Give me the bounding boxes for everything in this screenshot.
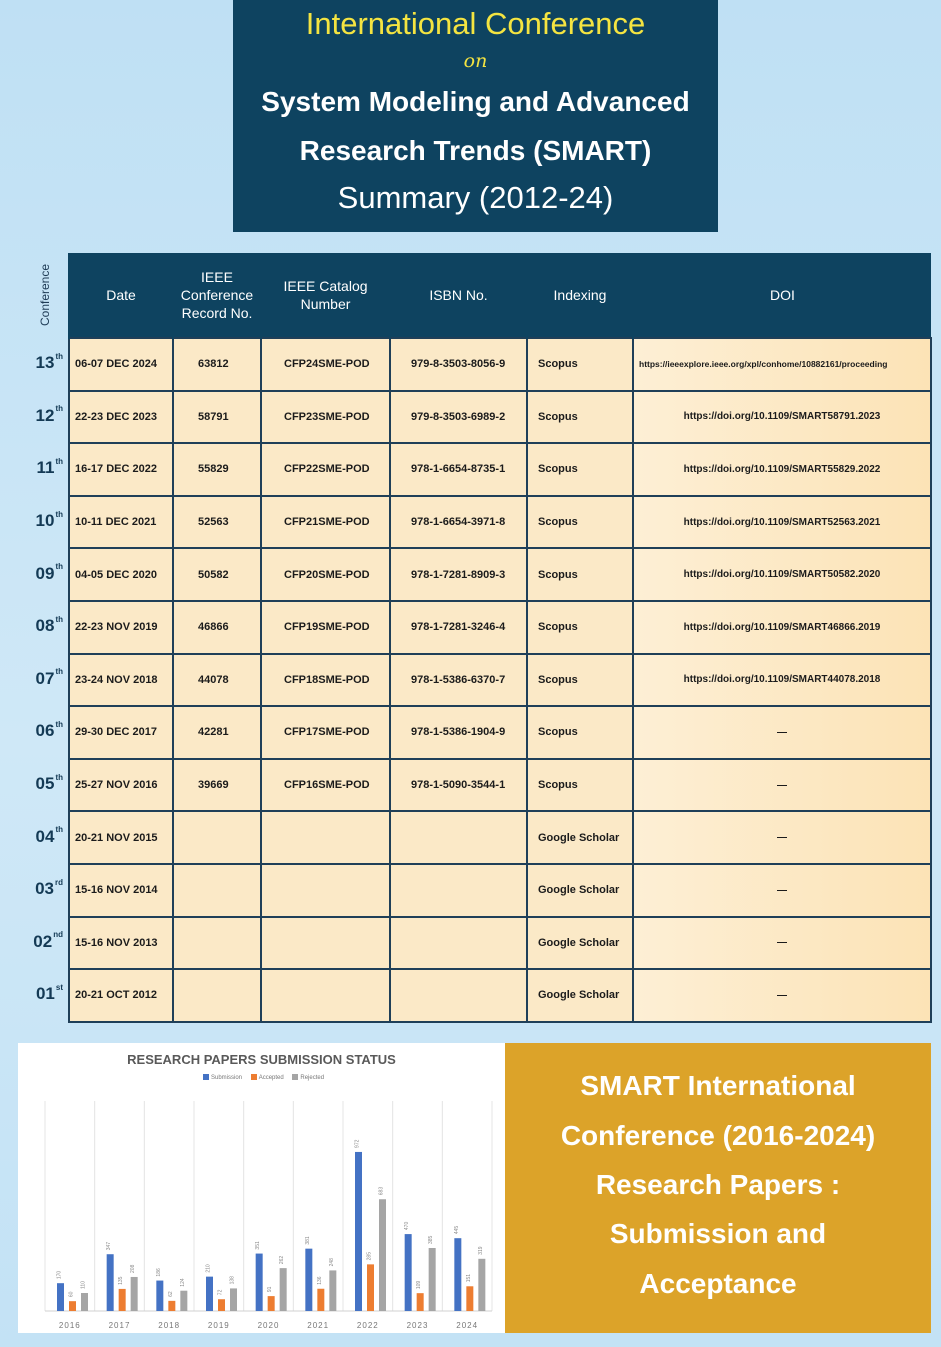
data-label: 208 [130,1264,137,1273]
conference-number: 10 $^{th}$ [35,509,63,531]
summary-table [68,253,932,1023]
cell-doi: — [633,811,931,864]
cell-date: 20-21 OCT 2012 [69,969,173,1022]
table-row [69,759,931,812]
cell-isbn [390,811,527,864]
table-row [69,864,931,917]
cell-date: 23-24 NOV 2018 [69,654,173,707]
bar-rejected-2024 [478,1259,485,1311]
cell-indexing: Scopus [527,548,633,601]
cell-record-no [173,969,261,1022]
header-catalog-number: IEEE Catalog Number [261,253,390,338]
cell-record-no: 39669 [173,759,261,812]
title-line-4: Research Trends (SMART) [299,135,652,166]
cell-catalog-number: CFP18SME-POD [261,654,390,707]
cell-record-no: 52563 [173,496,261,549]
data-label: 186 [155,1268,162,1277]
data-label: 262 [279,1255,286,1265]
cell-doi: — [633,864,931,917]
data-label: 62 [167,1291,174,1297]
table-row [69,443,931,496]
data-label: 72 [217,1289,224,1296]
title-line-3: System Modeling and Advanced [261,86,690,117]
x-tick-label: 2016 [58,1321,81,1330]
cell-record-no: 50582 [173,548,261,601]
bar-accepted-2017 [119,1289,126,1311]
x-tick-label: 2020 [257,1321,280,1330]
data-label: 385 [428,1235,435,1244]
bar-accepted-2024 [466,1286,473,1311]
cell-isbn: 978-1-6654-3971-8 [390,496,527,549]
legend-accepted: Accepted [251,1075,284,1081]
cell-catalog-number: CFP16SME-POD [261,759,390,812]
cell-date: 06-07 DEC 2024 [69,338,173,391]
cell-date: 16-17 DEC 2022 [69,443,173,496]
cell-isbn: 978-1-5386-1904-9 [390,706,527,759]
cell-date: 04-05 DEC 2020 [69,548,173,601]
info-line-5: Acceptance [639,1268,797,1299]
title-summary: Summary (2012-24) [337,180,614,215]
cell-indexing: Scopus [527,496,633,549]
data-label: 248 [328,1258,335,1267]
cell-isbn [390,969,527,1022]
chart-title: RESEARCH PAPERS SUBMISSION STATUS [127,1052,396,1067]
cell-catalog-number: CFP24SME-POD [261,338,390,391]
info-line-4: Submission and [609,1218,827,1249]
legend-submission: Submission [203,1075,242,1081]
bar-accepted-2018 [168,1301,175,1311]
table-row [69,811,931,864]
conference-number: 12 $^{th}$ [35,404,63,425]
bar-submission-2017 [107,1254,114,1311]
cell-doi: — [633,759,931,812]
data-label: 170 [56,1270,63,1280]
info-line-2: Conference (2016-2024) [560,1120,876,1151]
conference-number: 09 $^{th}$ [35,562,63,583]
cell-indexing: Google Scholar [527,864,633,917]
cell-record-no: 58791 [173,391,261,444]
table-row [69,917,931,970]
submission-chart [18,1043,505,1333]
cell-indexing: Scopus [527,601,633,654]
data-label: 319 [477,1246,484,1255]
title-line-1: International Conference [305,6,646,41]
cell-indexing: Scopus [527,654,633,707]
cell-indexing: Google Scholar [527,917,633,970]
header-doi: DOI [633,253,931,338]
cell-isbn: 978-1-6654-8735-1 [390,443,527,496]
cell-indexing: Scopus [527,443,633,496]
bar-accepted-2023 [417,1293,424,1311]
data-label: 91 [267,1286,274,1293]
conference-number: 13 $^{th}$ [35,351,63,373]
table-row [69,654,931,707]
x-tick-label: 2024 [456,1321,479,1330]
data-label: 347 [106,1241,113,1251]
bar-rejected-2020 [280,1268,287,1311]
data-label: 135 [118,1276,125,1285]
cell-catalog-number: CFP19SME-POD [261,601,390,654]
conference-number: 06 $^{th}$ [35,719,63,741]
cell-record-no [173,917,261,970]
cell-record-no: 44078 [173,654,261,707]
info-line-1: SMART International [580,1070,856,1101]
bar-submission-2018 [156,1281,163,1311]
cell-doi[interactable]: https://doi.org/10.1109/SMART46866.2019 [633,601,931,654]
cell-isbn: 979-8-3503-8056-9 [390,338,527,391]
cell-catalog-number: CFP20SME-POD [261,548,390,601]
cell-indexing: Scopus [527,759,633,812]
x-tick-label: 2023 [406,1321,429,1330]
cell-catalog-number: CFP21SME-POD [261,496,390,549]
cell-doi[interactable]: https://doi.org/10.1109/SMART55829.2022 [633,443,931,496]
cell-date: 15-16 NOV 2014 [69,864,173,917]
table-row [69,496,931,549]
cell-isbn [390,864,527,917]
cell-record-no [173,864,261,917]
chart-plot-area [18,1043,505,1333]
header-record-no: IEEE Conference Record No. [173,253,261,338]
conference-number: 04 $^{th}$ [35,825,63,846]
header-indexing: Indexing [527,253,633,338]
cell-isbn: 978-1-7281-8909-3 [390,548,527,601]
data-label: 351 [255,1241,262,1250]
bar-submission-2020 [256,1254,263,1311]
bar-accepted-2021 [317,1289,324,1311]
cell-doi[interactable]: https://ieeexplore.ieee.org/xpl/conhome/10882161/proceeding [633,338,931,391]
info-line-3: Research Papers : [595,1169,841,1200]
data-label: 381 [304,1236,311,1245]
bar-rejected-2018 [180,1291,187,1311]
bar-accepted-2020 [268,1296,275,1311]
table-row [69,391,931,444]
data-label: 124 [179,1278,186,1287]
cell-record-no [173,811,261,864]
cell-record-no: 63812 [173,338,261,391]
conference-number: 08 $^{th}$ [35,614,63,636]
cell-doi: — [633,969,931,1022]
data-label: 136 [316,1276,323,1285]
data-label: 285 [366,1252,373,1261]
bar-rejected-2017 [131,1277,138,1311]
legend-rejected: Rejected [292,1075,324,1081]
data-label: 151 [465,1273,472,1283]
cell-catalog-number [261,917,390,970]
bar-accepted-2022 [367,1264,374,1311]
cell-date: 15-16 NOV 2013 [69,917,173,970]
bar-rejected-2016 [81,1293,88,1311]
cell-indexing: Scopus [527,338,633,391]
conference-number: 11 $^{th}$ [36,456,63,478]
cell-isbn: 979-8-3503-6989-2 [390,391,527,444]
bar-submission-2016 [57,1283,64,1311]
cell-date: 10-11 DEC 2021 [69,496,173,549]
cell-catalog-number: CFP17SME-POD [261,706,390,759]
x-tick-label: 2019 [207,1321,230,1330]
bar-rejected-2023 [429,1248,436,1311]
cell-doi: — [633,706,931,759]
conference-number: 03 $^{rd}$ [35,877,63,899]
data-label: 109 [416,1280,423,1290]
table-row [69,706,931,759]
cell-indexing: Google Scholar [527,969,633,1022]
cell-doi[interactable]: https://doi.org/10.1109/SMART50582.2020 [633,548,931,601]
data-label: 110 [80,1281,87,1289]
x-tick-label: 2022 [356,1321,379,1330]
cell-indexing: Scopus [527,391,633,444]
table-row [69,548,931,601]
info-panel [505,1043,931,1333]
bar-submission-2024 [454,1238,461,1311]
cell-catalog-number: CFP23SME-POD [261,391,390,444]
cell-doi[interactable]: https://doi.org/10.1109/SMART52563.2021 [633,496,931,549]
bar-accepted-2016 [69,1301,76,1311]
table-row [69,338,931,391]
cell-record-no: 42281 [173,706,261,759]
data-label: 210 [205,1264,212,1273]
cell-catalog-number [261,811,390,864]
cell-indexing: Scopus [527,706,633,759]
cell-isbn: 978-1-5386-6370-7 [390,654,527,707]
bar-rejected-2021 [329,1270,336,1311]
table-row [69,969,931,1022]
data-label: 138 [229,1276,236,1285]
bar-accepted-2019 [218,1299,225,1311]
table-body [69,338,931,1022]
cell-record-no: 46866 [173,601,261,654]
cell-date: 25-27 NOV 2016 [69,759,173,812]
title-banner [233,0,718,232]
cell-indexing: Google Scholar [527,811,633,864]
data-label: 972 [354,1139,361,1148]
header-date: Date [69,253,173,338]
bar-submission-2021 [305,1249,312,1311]
cell-catalog-number [261,864,390,917]
x-tick-label: 2021 [307,1321,330,1330]
cell-date: 22-23 NOV 2019 [69,601,173,654]
data-label: 60 [68,1291,75,1298]
title-on: on [463,50,488,72]
header-isbn: ISBN No. [390,253,527,338]
cell-isbn: 978-1-5090-3544-1 [390,759,527,812]
cell-record-no: 55829 [173,443,261,496]
cell-isbn [390,917,527,970]
x-tick-label: 2017 [108,1321,131,1330]
cell-isbn: 978-1-7281-3246-4 [390,601,527,654]
conference-number: 07 $^{th}$ [35,667,63,688]
bar-submission-2022 [355,1152,362,1311]
cell-doi: — [633,917,931,970]
cell-catalog-number: CFP22SME-POD [261,443,390,496]
data-label: 683 [378,1186,385,1196]
cell-date: 29-30 DEC 2017 [69,706,173,759]
conference-number: 02 $^{nd}$ [33,930,63,951]
conference-number-column [22,337,68,1021]
summary-table-section [22,253,930,1021]
bar-submission-2023 [405,1234,412,1311]
table-header-row [69,253,931,338]
bar-submission-2019 [206,1277,213,1311]
cell-catalog-number [261,969,390,1022]
cell-date: 20-21 NOV 2015 [69,811,173,864]
cell-doi[interactable]: https://doi.org/10.1109/SMART44078.2018 [633,654,931,707]
data-label: 445 [453,1225,460,1235]
table-row [69,601,931,654]
data-label: 470 [404,1221,411,1231]
cell-doi[interactable]: https://doi.org/10.1109/SMART58791.2023 [633,391,931,444]
conference-number: 01 $^{st}$ [35,982,63,1004]
bar-rejected-2019 [230,1288,237,1311]
conference-number: 05 $^{th}$ [35,772,63,794]
bar-rejected-2022 [379,1199,386,1311]
x-tick-label: 2018 [158,1321,181,1330]
conference-column-header: Conference [38,263,53,327]
cell-date: 22-23 DEC 2023 [69,391,173,444]
